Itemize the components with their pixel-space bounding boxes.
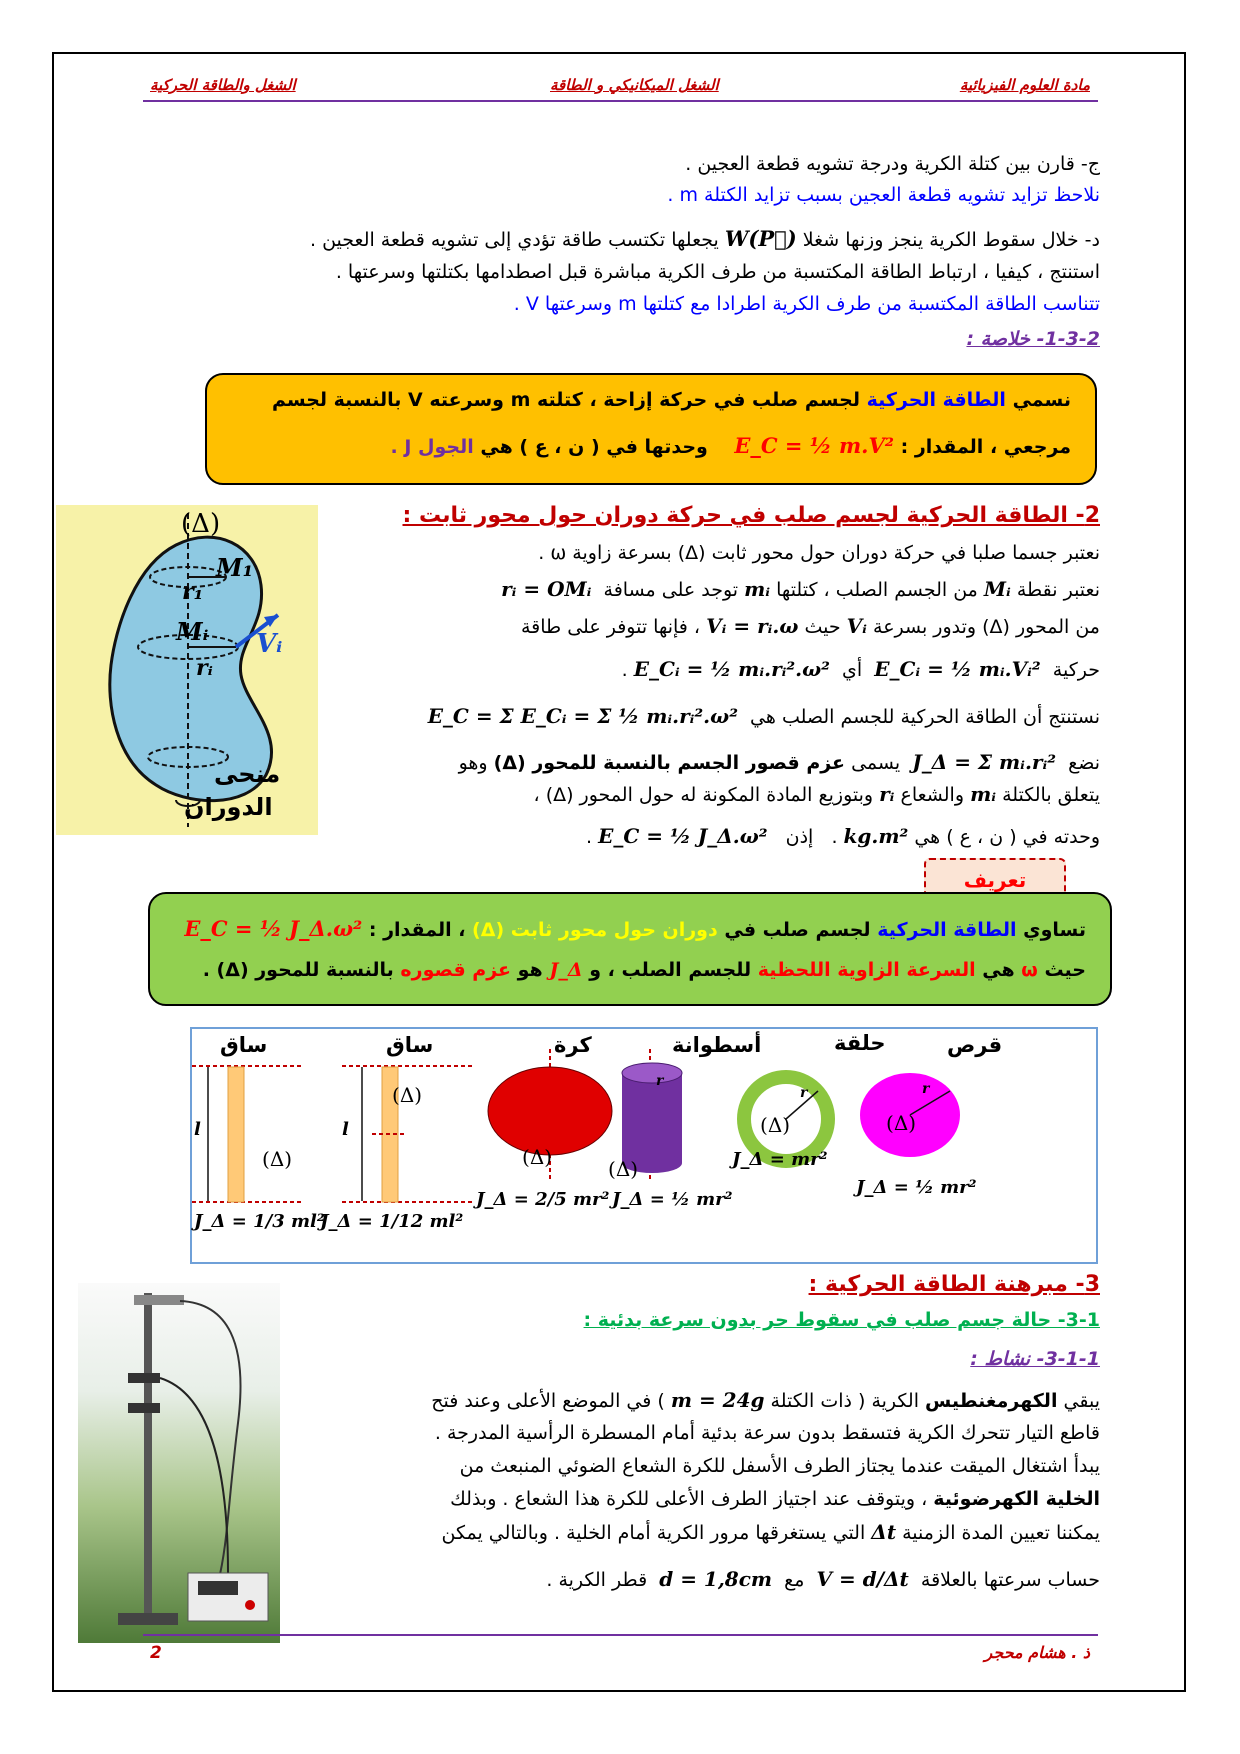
text-line: نستنتج أن الطاقة الحركية للجسم الصلب هي E_C = Σ E_Cᵢ = Σ ½ mᵢ.rᵢ².ω²	[427, 704, 1100, 728]
summary-heading: 1-3-2- خلاصة :	[966, 328, 1100, 350]
text-line: استنتج ، كيفيا ، ارتباط الطاقة المكتسبة من طرف الكرية مباشرة قبل اصطدامها بكتلتها وسرعتها .	[335, 261, 1100, 283]
timer-box	[188, 1573, 268, 1621]
text-line: ج- قارن بين كتلة الكرية ودرجة تشويه قطعة العجين .	[685, 153, 1100, 175]
apparatus-photo	[78, 1283, 280, 1643]
text-line: حساب سرعتها بالعلاقة V = d/Δt مع d = 1,8cm قطر الكرية .	[546, 1567, 1100, 1591]
header-lesson: الشغل والطاقة الحركية	[150, 76, 296, 94]
cylinder-axis-label: (Δ)	[608, 1157, 639, 1181]
base-plate	[118, 1613, 178, 1625]
footer-divider	[143, 1634, 1098, 1636]
moment-of-inertia-panel	[190, 1027, 1098, 1264]
caption-line-2: الدوران	[184, 793, 273, 821]
definition-line-1: تساوي الطاقة الحركية لجسم صلب في دوران حول محور ثابت (Δ) ، المقدار : E_C = ½ J_Δ.ω²	[184, 916, 1086, 941]
definition-tag: تعريف	[924, 858, 1066, 904]
shape-label-cylinder: أسطوانة	[672, 1033, 762, 1057]
definition-box	[148, 892, 1112, 1006]
header-unit: الشغل الميكانيكي و الطاقة	[550, 76, 719, 94]
point-m1-label: M₁	[216, 553, 254, 582]
caption-line-1: منحى	[214, 760, 281, 788]
summary-line-2: مرجعي ، المقدار : E_C = ½ m.V² وحدتها في ( ن ، ع ) هي الجول J .	[390, 433, 1071, 458]
disc-axis-label: (Δ)	[886, 1111, 917, 1135]
definition-line-2: حيث ω هي السرعة الزاوية اللحظية للجسم الصلب ، و J_Δ هو عزم قصوره بالنسبة للمحور (Δ) .	[202, 959, 1086, 981]
cylinder-formula: J_Δ = ½ mr²	[612, 1189, 733, 1210]
page-number: 2	[150, 1643, 162, 1663]
shape-label-sphere: كرة	[554, 1033, 592, 1057]
axis-label: (Δ)	[181, 509, 221, 539]
electromagnet	[134, 1295, 184, 1305]
rod-end-axis	[228, 1067, 244, 1202]
summary-box	[205, 373, 1097, 485]
timer-display	[198, 1581, 238, 1595]
text-line: حركية E_Cᵢ = ½ mᵢ.Vᵢ² أي E_Cᵢ = ½ mᵢ.rᵢ².ω² .	[621, 657, 1100, 681]
section2-heading: 2- الطاقة الحركية لجسم صلب في حركة دوران حول محور ثابت :	[402, 503, 1100, 528]
text-line: وحدته في ( ن ، ع ) هي kg.m² . إذن E_C = ½ J_Δ.ω² .	[586, 824, 1100, 848]
shape-label-ring: حلقة	[834, 1031, 886, 1055]
text-line: يمكننا تعيين المدة الزمنية Δt التي يستغرقها مرور الكرية أمام الخلية . وبالتالي يمكن	[441, 1520, 1100, 1544]
text-line: قاطع التيار تتحرك الكرية فتسقط بدون سرعة بدئية أمام المسطرة الرأسية المدرجة .	[434, 1422, 1100, 1444]
rod-end-formula: J_Δ = 1/3 ml²	[194, 1211, 325, 1232]
text-line: نعتبر جسما صلبا في حركة دوران حول محور ثابت (Δ) بسرعة زاوية ω .	[538, 542, 1100, 564]
velocity-label: Vᵢ	[256, 629, 283, 659]
text-line: يبدأ اشتغال الميقت عندما يجتاز الطرف الأسفل للكرة الشعاع الضوئي المنبعث من	[459, 1455, 1100, 1477]
text-line: نضع J_Δ = Σ mᵢ.rᵢ² يسمى عزم قصور الجسم بالنسبة للمحور (Δ) وهو	[458, 750, 1100, 774]
radius-r1-label: r₁	[182, 579, 204, 605]
point-mi-label: Mᵢ	[176, 617, 209, 646]
support-rod	[144, 1293, 152, 1623]
footer-author: ذ . هشام محجر	[984, 1643, 1090, 1662]
ring-axis-label: (Δ)	[760, 1113, 791, 1137]
disc-radius-label: r	[922, 1081, 930, 1097]
apparatus-svg	[78, 1283, 280, 1643]
section3-sub1: 3-1- حالة جسم صلب في سقوط حر بدون سرعة بدئية :	[583, 1309, 1100, 1331]
cylinder-radius-label: r	[656, 1073, 664, 1089]
header-subject: مادة العلوم الفيزيائية	[959, 76, 1090, 94]
rotation-figure	[56, 505, 318, 835]
rod-center-axis-label: (Δ)	[392, 1083, 423, 1107]
text-line: يتعلق بالكتلة mᵢ والشعاع rᵢ وبتوزيع المادة المكونة له حول المحور (Δ) ،	[533, 782, 1100, 806]
rod-end-axis-label: (Δ)	[262, 1147, 293, 1171]
ring-formula: J_Δ = mr²	[732, 1149, 828, 1170]
rod-center-length-label: l	[342, 1119, 349, 1140]
text-line: نلاحظ تزايد تشويه قطعة العجين بسبب تزايد الكتلة m .	[667, 184, 1100, 206]
text-line: يبقي الكهرمغنطيس الكرية ( ذات الكتلة m = 24g ) في الموضع الأعلى وعند فتح	[431, 1388, 1100, 1412]
radius-ri-label: rᵢ	[196, 655, 213, 681]
section3-heading: 3- مبرهنة الطاقة الحركية :	[808, 1272, 1100, 1297]
text-line: من المحور (Δ) وتدور بسرعة Vᵢ حيث Vᵢ = rᵢ.ω ، فإنها تتوفر على طاقة	[521, 614, 1100, 638]
photocell-clamp	[128, 1403, 160, 1413]
shape-label-rod-end: ساق	[220, 1033, 268, 1057]
rod-center-formula: J_Δ = 1/12 ml²	[320, 1211, 464, 1232]
cable	[180, 1301, 241, 1583]
header-divider	[143, 100, 1098, 102]
sphere-axis-label: (Δ)	[522, 1145, 553, 1169]
sphere-formula: J_Δ = 2/5 mr²	[476, 1189, 610, 1210]
ring-radius-label: r	[800, 1085, 808, 1101]
text-line: نعتبر نقطة Mᵢ من الجسم الصلب ، كتلتها mᵢ توجد على مسافة rᵢ = OMᵢ	[501, 577, 1100, 601]
shape-label-rod-center: ساق	[386, 1033, 434, 1057]
cylinder-top	[622, 1063, 682, 1083]
sphere-shape	[488, 1067, 612, 1155]
summary-line-1: نسمي الطاقة الحركية لجسم صلب في حركة إزاحة ، كتلته m وسرعته V بالنسبة لجسم	[271, 389, 1071, 411]
activity-heading: 3-1-1- نشاط :	[970, 1348, 1100, 1370]
rod-end-length-label: l	[194, 1119, 201, 1140]
photocell-clamp	[128, 1373, 160, 1383]
timer-knob	[245, 1600, 255, 1610]
text-line: تتناسب الطاقة المكتسبة من طرف الكرية اطرادا مع كتلتها m وسرعتها V .	[513, 293, 1100, 315]
cylinder-body	[622, 1073, 682, 1163]
disc-formula: J_Δ = ½ mr²	[856, 1177, 977, 1198]
cable	[160, 1378, 228, 1573]
text-line: الخلية الكهرضوئية ، ويتوقف عند اجتياز الطرف الأعلى للكرة هذا الشعاع . وبذلك	[450, 1488, 1100, 1510]
shape-label-disc: قرص	[947, 1033, 1003, 1057]
text-line: د- خلال سقوط الكرية ينجز وزنها شغلا W(P⃗) يجعلها تكتسب طاقة تؤدي إلى تشويه قطعة العجين .	[309, 226, 1100, 251]
